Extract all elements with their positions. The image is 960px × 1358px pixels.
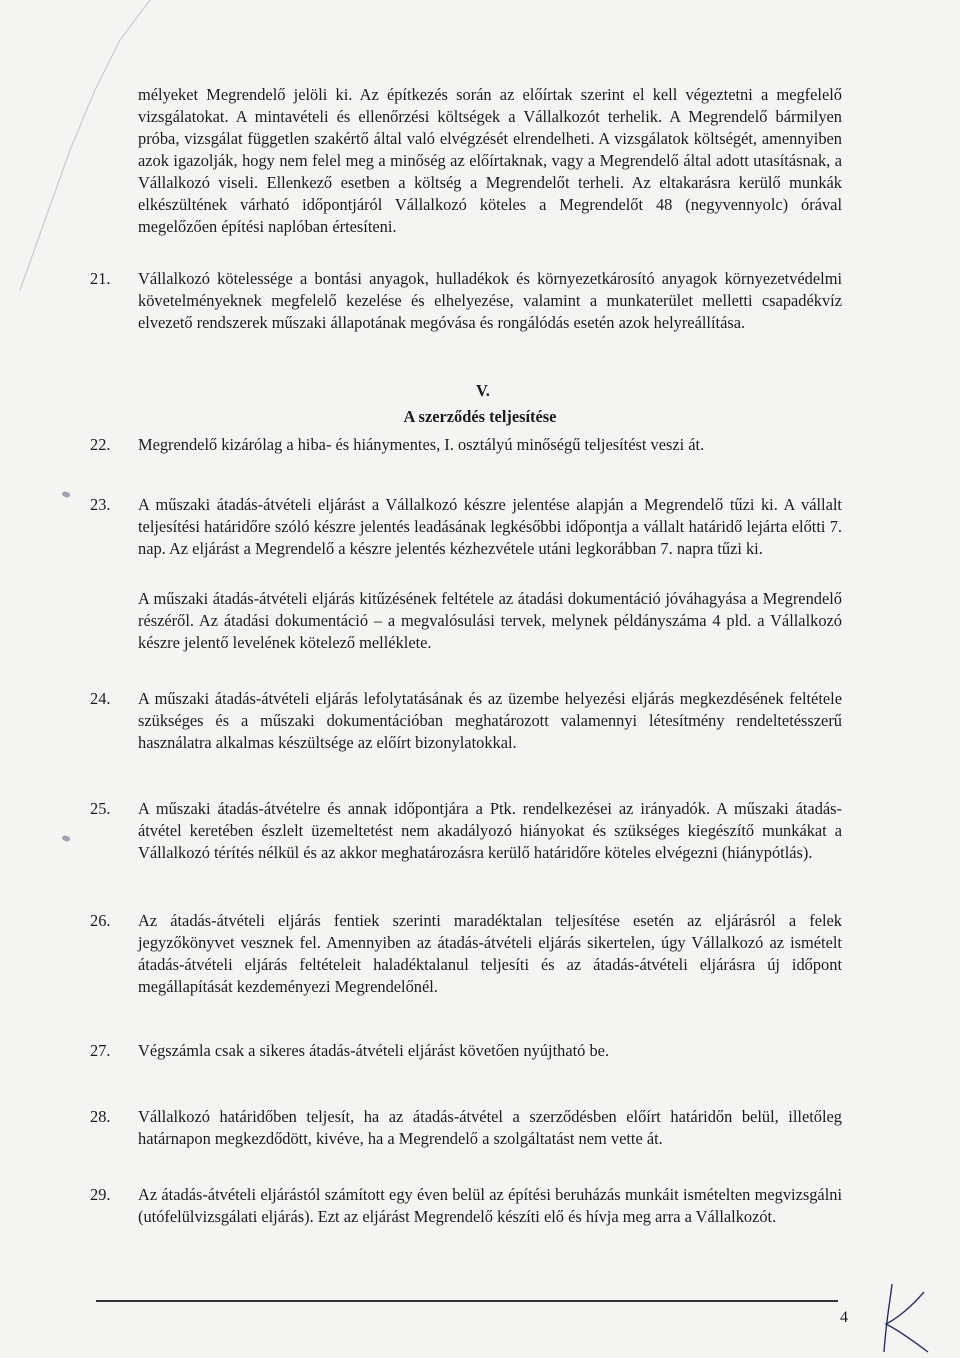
clause-number-29: 29. <box>90 1185 111 1204</box>
clause-number-26: 26. <box>90 911 111 930</box>
clause-25-text: A műszaki átadás-átvételre és annak időpontjára a Ptk. rendelkezései az irányadók. A műszaki átadás-átvétel keretében észlelt üzemeltetést nem akadályozó hiányokat és szükséges kiegészítő munkákat a Vállalkozó térítés nélkül és az akkor meghatározásra kerülő határidőre köteles elvégezni (hiánypótlás). <box>138 799 842 862</box>
clause-28-text: Vállalkozó határidőben teljesít, ha az átadás-átvétel a szerződésben előírt határidőn belül, illetőleg határnapon megkezdődött, kivéve, ha a Megrendelő a szolgáltatást nem vette át. <box>138 1107 842 1148</box>
section-roman-numeral: V. <box>476 381 490 400</box>
footer-rule <box>96 1300 838 1302</box>
clause-number-25: 25. <box>90 799 111 818</box>
handwritten-initials <box>864 1282 932 1354</box>
clause-23-second-paragraph: A műszaki átadás-átvételi eljárás kitűzésének feltétele az átadási dokumentáció jóváhagyása a Megrendelő részéről. Az átadási dokumentáció – a megvalósulási tervek, melynek példányszáma 4 pld. a Vállalkozó készre jelentő levelének kötelező melléklete. <box>138 589 842 652</box>
clause-29-text: Az átadás-átvételi eljárástól számított egy éven belül az építési beruházás munkáit ismételten megvizsgálni (utófelülvizsgálati eljárás). Ezt az eljárást Megrendelő készíti elő és hívja meg arra a Vállalkozót. <box>138 1185 842 1226</box>
clause-22-text: Megrendelő kizárólag a hiba- és hiánymentes, I. osztályú minőségű teljesítést veszi át. <box>138 435 705 454</box>
clause-number-28: 28. <box>90 1107 111 1126</box>
section-title: A szerződés teljesítése <box>403 407 557 426</box>
clause-number-22: 22. <box>90 435 111 454</box>
clause-number-21: 21. <box>90 269 111 288</box>
clause-23-text: A műszaki átadás-átvételi eljárást a Vállalkozó készre jelentése alapján a Megrendelő tűzi ki. A vállalt teljesítési határidőre szóló készre jelentés leadásának legkésőbbi időpontja a vállalt határidő lejárta előtti 7. nap. Az eljárást a Megrendelő a készre jelentés kézhezvétele utáni legkorábban 7. napra tűzi ki. <box>138 495 842 558</box>
clause-27-text: Végszámla csak a sikeres átadás-átvételi eljárást követően nyújtható be. <box>138 1041 610 1060</box>
page-number: 4 <box>840 1309 848 1326</box>
clause-number-24: 24. <box>90 689 111 708</box>
clause-24-text: A műszaki átadás-átvételi eljárás lefolytatásának és az üzembe helyezési eljárás megkezdésének feltétele szükséges és a műszaki dokumentációban meghatározott valamennyi létesítmény rendeltetésszerű használatra alkalmas készültsége az előírt bizonylatokkal. <box>138 689 842 752</box>
punch-hole-mark <box>61 835 70 842</box>
paragraph-continued: mélyeket Megrendelő jelöli ki. Az építkezés során az előírtak szerint el kell végeztetni a megfelelő vizsgálatokat. A mintavételi és ellenőrzési költségek a Vállalkozót terhelik. A Megrendelő bármilyen próba, vizsgálat független szakértő által való elvégzését elrendelheti. A vizsgálatok költségét, amennyiben azok igazolják, hogy nem felel meg a minőség az előírtaknak, vagy a Megrendelő által adott utasításnak, a Vállalkozó viseli. Ellenkező esetben a költség a Megrendelőt terheli. Az eltakarásra kerülő munkák elkészültének várható időpontjáról Vállalkozó köteles a Megrendelőt 48 (negyvennyolc) órával megelőzően építési naplóban értesíteni. <box>138 85 842 236</box>
scan-edge-mark <box>0 0 160 300</box>
clause-number-23: 23. <box>90 495 111 514</box>
punch-hole-mark <box>61 491 70 498</box>
clause-21-text: Vállalkozó kötelessége a bontási anyagok, hulladékok és környezetkárosító anyagok környezetvédelmi követelményeknek megfelelő kezelése és elhelyezése, valamint a munkaterület melletti csapadékvíz elvezető rendszerek műszaki állapotának megóvása és rongálódás esetén azok helyreállítása. <box>138 269 842 332</box>
clause-number-27: 27. <box>90 1041 111 1060</box>
clause-26-text: Az átadás-átvételi eljárás fentiek szerinti maradéktalan teljesítése esetén az eljárásról a felek jegyzőkönyvet vesznek fel. Amennyiben az átadás-átvételi eljárás sikertelen, úgy Vállalkozó az ismételt átadás-átvételi eljárás feltételeit haladéktalanul teljesíti és az átadás-átvételi eljárásra új időpont megállapítását kezdeményezi Megrendelőnél. <box>138 911 842 996</box>
